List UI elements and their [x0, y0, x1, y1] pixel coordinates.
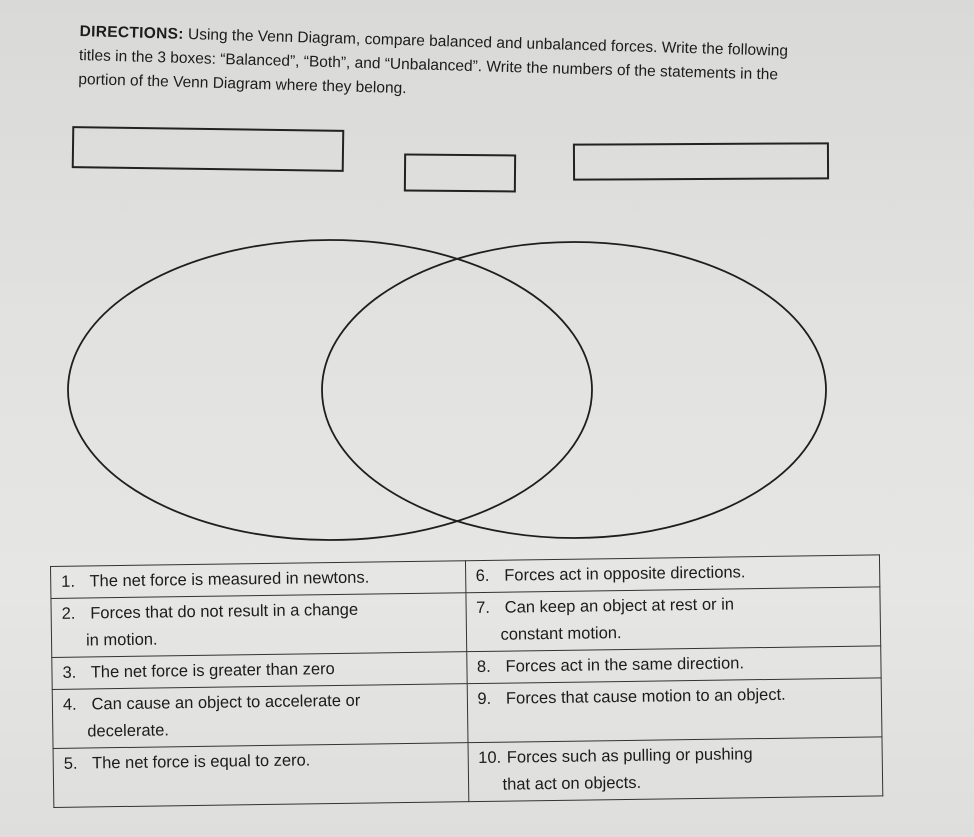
statement-8: 8. Forces act in the same direction.: [466, 646, 881, 684]
venn-left-circle[interactable]: [68, 240, 592, 540]
statement-1: 1. The net force is measured in newtons.: [51, 561, 466, 599]
statement-4: 4. Can cause an object to accelerate or decelerate.: [52, 684, 467, 749]
directions-text: Using the Venn Diagram, compare balanced and unbalanced forces. Write the following titles in the 3 boxes: “Balanced”, “Both”, and “Unbalanced”. Write the numbers of the statements in the portion of the Venn Diagram where they belong.: [78, 26, 789, 98]
table-row: [53, 737, 883, 808]
statement-6: 6. Forces act in opposite directions.: [465, 555, 880, 593]
statements-table: [50, 554, 883, 808]
directions-label: DIRECTIONS:: [79, 22, 184, 43]
statement-5: 5. The net force is equal to zero.: [53, 743, 468, 808]
statement-3: 3. The net force is greater than zero: [52, 652, 467, 690]
statement-2: 2. Forces that do not result in a change in motion.: [51, 593, 466, 658]
statement-7: 7. Can keep an object at rest or in constant motion.: [465, 587, 880, 652]
statement-9: 9. Forces that cause motion to an object.: [467, 678, 882, 743]
statement-10: 10. Forces such as pulling or pushing that act on objects.: [468, 737, 883, 802]
venn-right-circle[interactable]: [322, 242, 826, 538]
